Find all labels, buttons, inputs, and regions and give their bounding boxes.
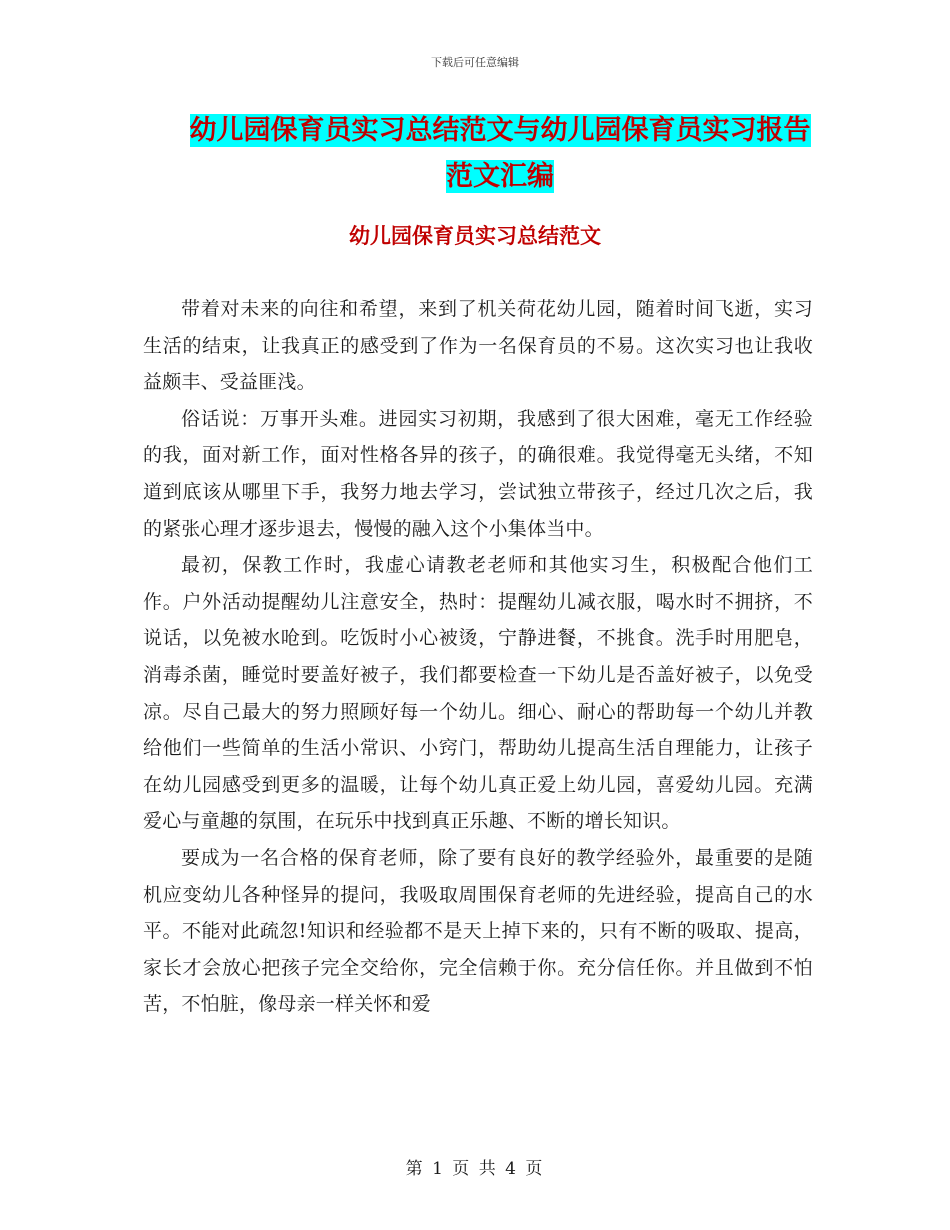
page-footer: 第 1 页 共 4 页 (405, 1159, 545, 1179)
header-note: 下载后可任意编辑 (431, 56, 519, 69)
paragraph-3: 最初，保教工作时，我虚心请教老老师和其他实习生，积极配合他们工作。户外活动提醒幼儿注意安全，热时：提醒幼儿减衣服，喝水时不拥挤，不说话，以免被水呛到。吃饭时小心被烫，宁静进餐，不挑食。洗手时用肥皂，消毒杀菌，睡觉时要盖好被子，我们都要检查一下幼儿是否盖好被子，以免受凉。尽自己最大的努力照顾好每一个幼儿。细心、耐心的帮助每一个幼儿并教给他们一些简单的生活小常识、小窍门，帮助幼儿提高生活自理能力，让孩子在幼儿园感受到更多的温暖，让每个幼儿真正爱上幼儿园，喜爱幼儿园。充满爱心与童趣的氛围，在玩乐中找到真正乐趣、不断的增长知识。 (143, 554, 813, 833)
title-line-1: 幼儿园保育员实习总结范文与幼儿园保育员实习报告 (189, 115, 811, 146)
paragraph-2: 俗话说：万事开头难。进园实习初期，我感到了很大困难，毫无工作经验的我，面对新工作，面对性格各异的孩子，的确很难。我觉得毫无头绪，不知道到底该从哪里下手，我努力地去学习，尝试独立带孩子，经过几次之后，我的紧张心理才逐步退去，慢慢的融入这个小集体当中。 (143, 407, 813, 540)
paragraph-4: 要成为一名合格的保育老师，除了要有良好的教学经验外，最重要的是随机应变幼儿各种怪异的提问，我吸取周围保育老师的先进经验，提高自己的水平。不能对此疏忽!知识和经验都不是天上掉下来的，只有不断的吸取、提高，家长才会放心把孩子完全交给你，完全信赖于你。充分信任你。并且做到不怕苦，不怕脏，像母亲一样关怀和爱 (143, 846, 813, 1016)
body-text (143, 291, 813, 1023)
title-line-2: 范文汇编 (446, 161, 554, 192)
section-title: 幼儿园保育员实习总结范文 (349, 223, 601, 248)
document-title (140, 108, 860, 200)
paragraph-1: 带着对未来的向往和希望，来到了机关荷花幼儿园，随着时间飞逝，实习生活的结束，让我真正的感受到了作为一名保育员的不易。这次实习也让我收益颇丰、受益匪浅。 (143, 298, 813, 394)
